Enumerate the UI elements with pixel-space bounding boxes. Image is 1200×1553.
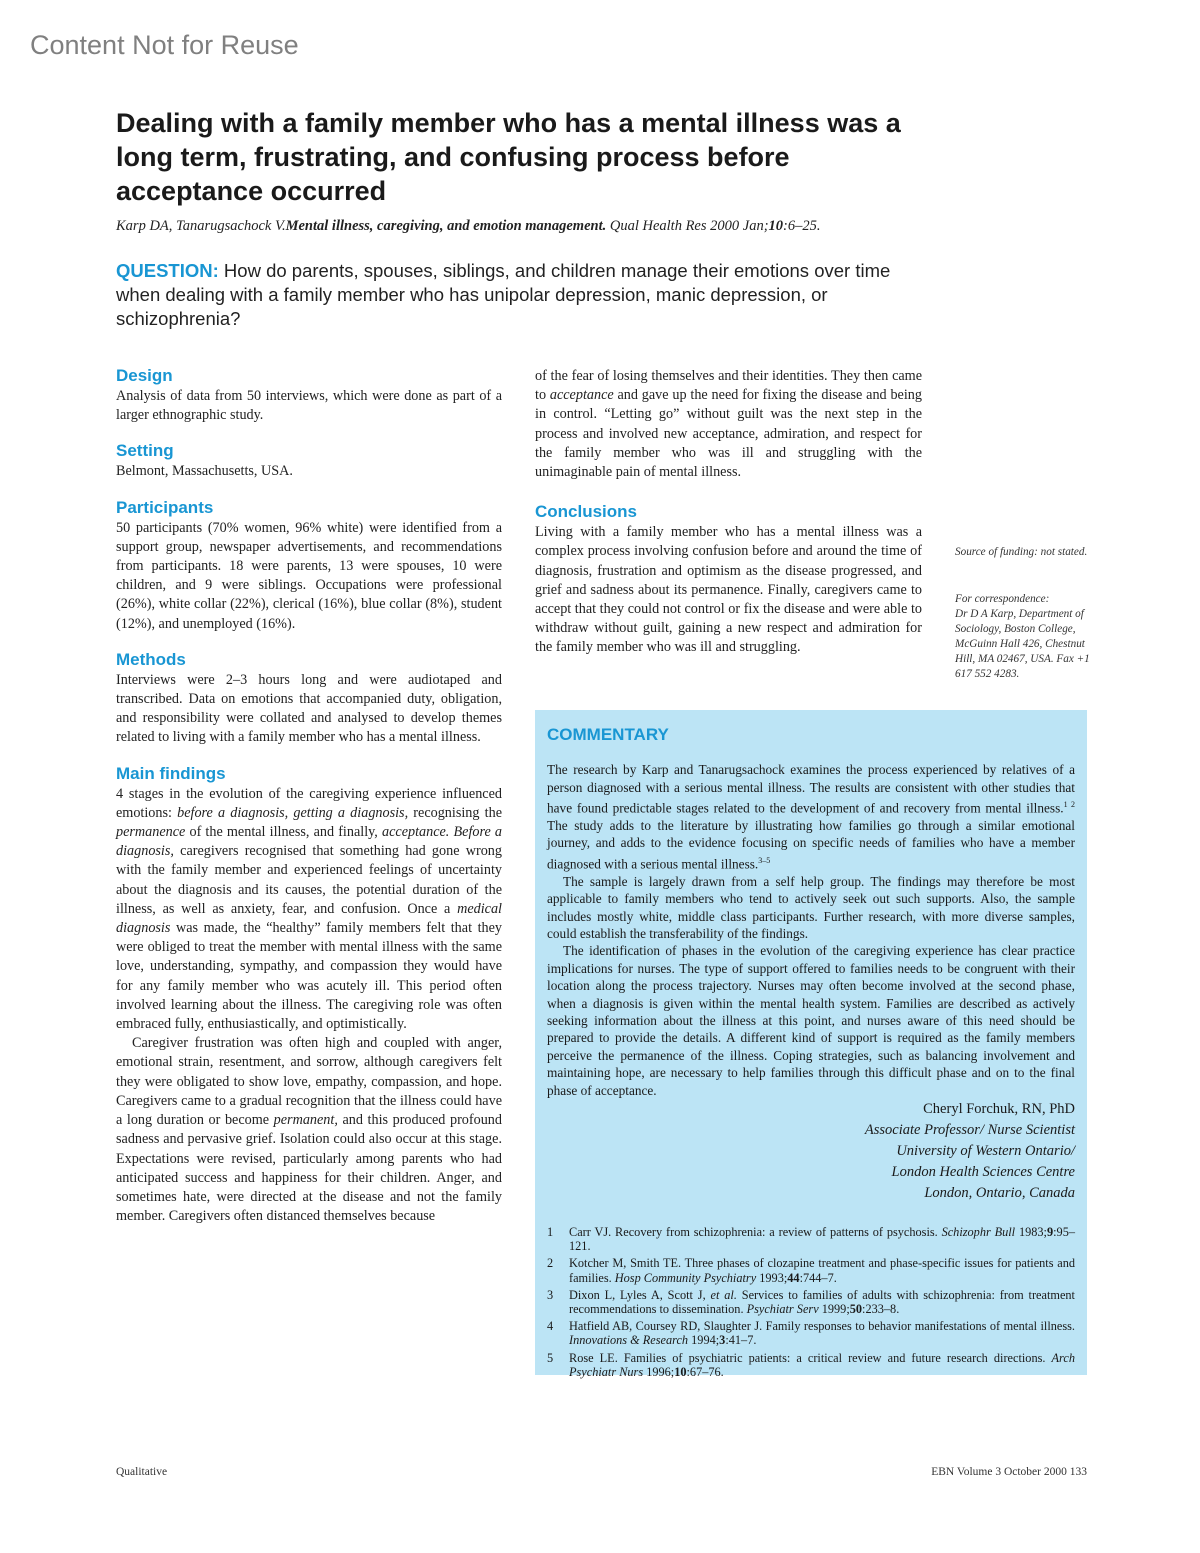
section-main-findings <box>116 763 502 1227</box>
conclusions-heading: Conclusions <box>535 502 638 522</box>
methods-heading: Methods <box>116 649 186 669</box>
commentary-author <box>547 1099 1075 1204</box>
commentary-para-1: The research by Karp and Tanarugsachock examines the process experienced by relatives of a person diagnosed with a serious mental illness. The results are consistent with other studies that have found predictable stages related to the development of and recovery from mental illness.$^{1 2}$ The study adds to the literature by illustrating how families go through a similar emotional journey, and adds to the evidence focusing on specific needs of families who have a member diagnosed with a serious mental illness.$^{3-5}$ <box>547 762 1076 872</box>
watermark: Content Not for Reuse <box>30 30 299 60</box>
conclusions-body: Living with a family member who has a mental illness was a complex process involving confusion before and around the time of diagnosis, frustration and optimism as the disease progressed, and grief and sadness about its permanence. Finally, caregivers came to accept that they could not control or fix the disease and were able to withdraw without guilt, gaining a new respect and admiration for the family member who was ill and struggling. <box>535 524 922 656</box>
citation-article-title: Mental illness, caregiving, and emotion management. <box>285 218 607 234</box>
reference-item: 1 Carr VJ. Recovery from schizophrenia: a review of patterns of psychosis. Schizophr Bull 1983;9:95–121. <box>547 1224 1075 1254</box>
footer-section-label: Qualitative <box>116 1466 168 1478</box>
article-title: Dealing with a family member who has a mental illness was a long term, frustrating, and confusing process before acceptance occurred <box>116 108 901 206</box>
participants-body: 50 participants (70% women, 96% white) were identified from a support group, newspaper advertisements, and recommendations from participants. 18 were parents, 13 were spouses, 10 were children, and 9 were siblings. Occupations were professional (26%), white collar (22%), clerical (16%), blue collar (8%), student (12%), and unemployed (16%). <box>116 519 502 632</box>
section-participants <box>116 497 502 634</box>
main-findings-para-2: Caregiver frustration was often high and coupled with anger, emotional strain, resentment, and sorrow, although caregivers felt they were obligated to show love, empathy, compassion, and hope. Caregivers came to a gradual recognition that the illness could have a long duration or become permanent, and this produced profound sadness and pervasive grief. Isolation could also occur at this stage. Expectations were revised, particularly among parents who had anticipated success and happiness for their children. Anger, and sometimes hate, were directed at the disease and not the family member. Caregivers often distanced themselves because <box>116 1035 502 1225</box>
commentary-para-2: The sample is largely drawn from a self help group. The findings may therefore be most applicable to family members who tend to actively seek out such supports. Also, the sample includes mostly white, middle class participants. Further research, with more diverse samples, could establish the transferability of the findings. <box>547 873 1075 941</box>
references-list <box>547 1225 1075 1379</box>
section-methods <box>116 649 502 748</box>
correspondence-address: Dr D A Karp, Department of Sociology, Boston College, McGuinn Hall 426, Chestnut Hill, MA 02467, USA. Fax +1 617 552 4283. <box>955 608 1090 680</box>
question-text: How do parents, spouses, siblings, and children manage their emotions over time when dealing with a family member who has unipolar depression, manic depression, or schizophrenia? <box>116 260 891 329</box>
author-name: Cheryl Forchuk, RN, PhD <box>923 1100 1075 1117</box>
reference-item: 2 Kotcher M, Smith TE. Three phases of clozapine treatment and phase-specific issues for patients and families. Hosp Community Psychiatry 1993;44:744–7. <box>547 1256 1075 1285</box>
methods-body: Interviews were 2–3 hours long and were audiotaped and transcribed. Data on emotions that accompanied duty, obligation, and responsibility were collated and analysed to develop themes related to living with a family member who has a mental illness. <box>116 671 502 746</box>
section-conclusions <box>535 501 922 657</box>
correspondence-note <box>955 592 1090 682</box>
setting-heading: Setting <box>116 441 174 461</box>
section-design <box>116 365 502 425</box>
author-affiliation-1: University of Western Ontario/ <box>896 1142 1075 1159</box>
main-findings-para-1: 4 stages in the evolution of the caregiving experience influenced emotions: before a diagnosis, getting a diagnosis, recognising the permanence of the mental illness, and finally, acceptance. Before a diagnosis, caregivers recognised that something had gone wrong with the family member and experienced feelings of uncertainty about the diagnosis and its causes, the potential duration of the illness, as well as anxiety, fear, and confusion. Once a medical diagnosis was made, the “healthy” family members felt that they were obliged to treat the member with mental illness with the same love, understanding, sympathy, and compassion they would have for any family member who was acutely ill. This period often involved learning about the illness. The caregiving role was often embraced fully, enthusiastically, and optimistically. <box>116 785 503 1033</box>
design-heading: Design <box>116 366 173 385</box>
middle-column <box>535 367 922 673</box>
author-affiliation-2: London Health Sciences Centre <box>891 1163 1075 1180</box>
commentary-para-3: The identification of phases in the evolution of the caregiving experience has clear practice implications for nurses. The type of support offered to families needs to be congruent with their location along the process trajectory. Nurses may often become involved at the second phase, when a diagnosis is given within the mental health system. Families are described as actively seeking information about the illness at this point, and nurses aware of this need should be prepared to provide the details. A different kind of support is required as the family members perceive the permanence of the illness. Coping strategies, such as balancing involvement and maintaining hope, are necessary to help families through this difficult phase and on to the final phase of acceptance. <box>547 943 1075 1098</box>
citation-pages: :6–25. <box>783 218 821 234</box>
design-body: Analysis of data from 50 interviews, which were done as part of a larger ethnographic study. <box>116 388 502 424</box>
correspondence-label: For correspondence: <box>955 593 1050 605</box>
section-setting <box>116 440 502 481</box>
participants-heading: Participants <box>116 497 214 517</box>
commentary-heading: COMMENTARY <box>547 725 669 744</box>
funding-note: Source of funding: not stated. <box>955 546 1088 558</box>
left-column <box>116 365 502 1241</box>
citation-journal: Qual Health Res 2000 Jan; <box>606 218 769 234</box>
main-findings-continued: of the fear of losing themselves and their identities. They then came to acceptance and gave up the need for fixing the disease and being in control. “Letting go” without guilt was the next step in the process and involved new acceptance, admiration, and respect for the family member who was ill and struggling with the unimaginable pain of mental illness. <box>535 368 922 481</box>
citation <box>116 218 1016 235</box>
commentary-box <box>535 710 1087 1379</box>
setting-body: Belmont, Massachusetts, USA. <box>116 463 293 480</box>
author-title: Associate Professor/ Nurse Scientist <box>864 1121 1075 1138</box>
author-location: London, Ontario, Canada <box>924 1184 1075 1201</box>
footer-journal-info: EBN Volume 3 October 2000 133 <box>931 1466 1087 1478</box>
question <box>116 259 916 331</box>
reference-item: 3 Dixon L, Lyles A, Scott J, et al. Services to families of adults with schizophrenia: from treatment recommendations to dissemination. Psychiatr Serv 1999;50:233–8. <box>547 1287 1075 1316</box>
citation-volume: 10 <box>768 218 784 234</box>
reference-item: 5 Rose LE. Families of psychiatric patients: a critical review and future research directions. Arch Psychiatr Nurs 1996;10:67–76. <box>547 1350 1075 1379</box>
reference-item: 4 Hatfield AB, Coursey RD, Slaughter J. Family responses to behavior manifestations of mental illness. Innovations & Research 1994;3:41–7. <box>547 1319 1075 1348</box>
main-findings-heading: Main findings <box>116 763 226 783</box>
citation-authors: Karp DA, Tanarugsachock V. <box>116 218 286 234</box>
question-label: QUESTION: <box>116 260 219 281</box>
